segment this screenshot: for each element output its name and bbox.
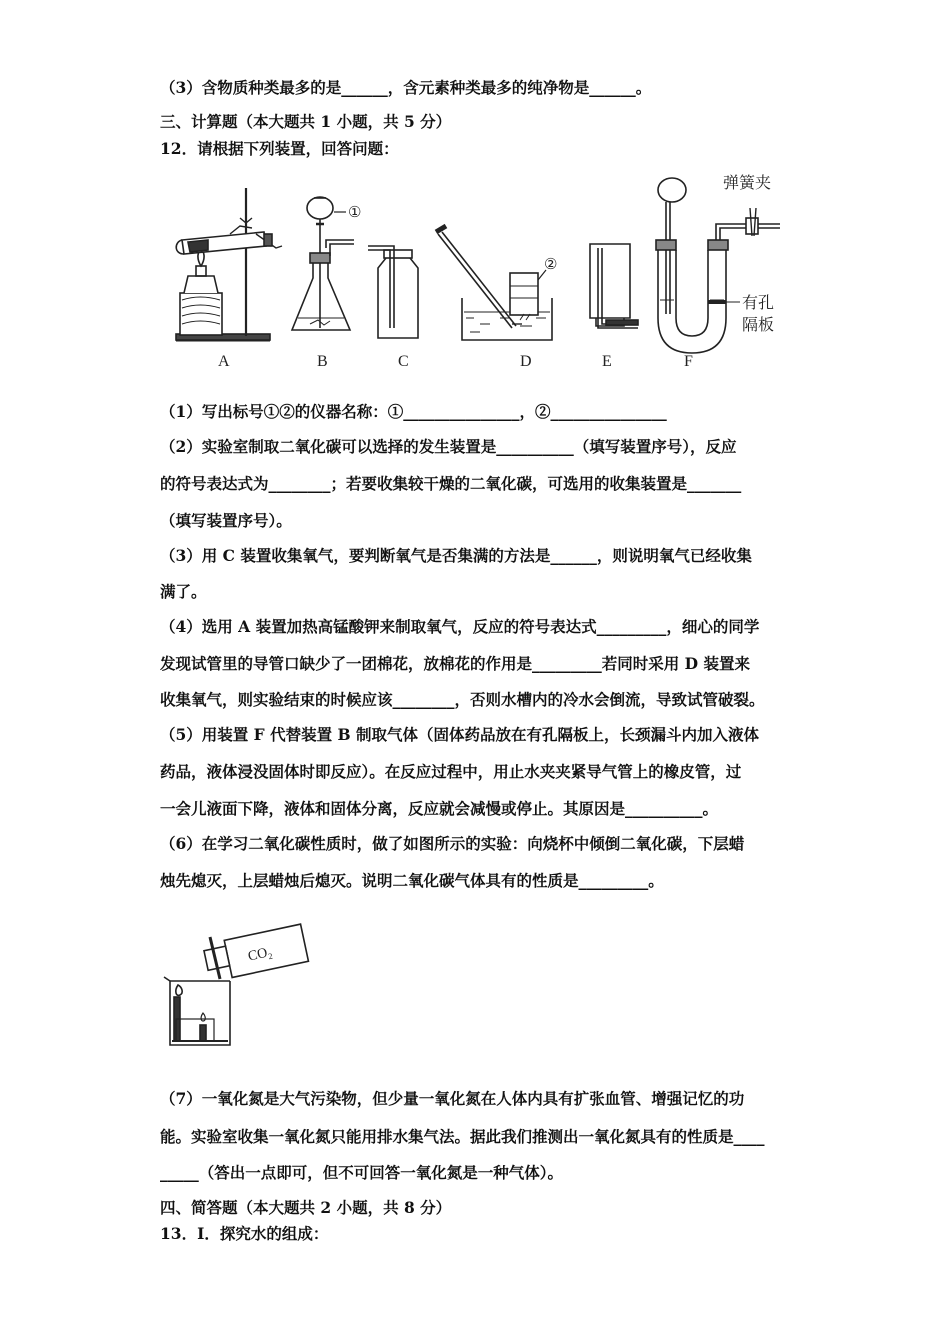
q12-line-8: 发现试管里的导管口缺少了一团棉花，放棉花的作用是_________若同时采用 D 装置来 <box>160 654 750 673</box>
apparatus-figure <box>160 168 800 378</box>
q12-line-15: （7）一氧化氮是大气污染物，但少量一氧化氮在人体内具有扩张血管、增强记忆的功 <box>160 1089 745 1108</box>
co2-label: CO₂ <box>246 944 274 965</box>
q12-line-3: 的符号表达式为________；若要收集较干燥的二氧化碳，可选用的收集装置是_______ <box>160 474 742 493</box>
q12-line-11: 药品，液体浸没固体时即反应）。在反应过程中，用止水夹夹紧导气管上的橡皮管，过 <box>160 762 742 781</box>
plate-label-1: 有孔 <box>742 295 775 312</box>
q11-part3: （3）含物质种类最多的是______，含元素种类最多的纯净物是______。 <box>160 78 652 97</box>
q12-line-12: 一会儿液面下降，液体和固体分离，反应就会减慢或停止。其原因是__________。 <box>160 799 719 818</box>
q12-line-1: （1）写出标号①②的仪器名称：①_______________，②_______________ <box>160 402 667 421</box>
q12-stem: 12．请根据下列装置，回答问题： <box>160 139 399 158</box>
apparatus-b <box>292 197 354 330</box>
q12-line-14: 烛先熄灭，上层蜡烛后熄灭。说明二氧化碳气体具有的性质是_________。 <box>160 871 664 890</box>
beaker <box>164 977 230 1045</box>
marker-2: ② <box>544 257 558 273</box>
label-d: D <box>520 353 532 370</box>
apparatus-e <box>590 244 638 328</box>
q12-line-17: _____（答出一点即可，但不可回答一氧化氮是一种气体）。 <box>160 1163 564 1182</box>
co2-beaker-figure <box>160 915 310 1055</box>
marker-1: ① <box>348 205 362 221</box>
label-a: A <box>218 353 230 370</box>
apparatus-d <box>436 226 552 340</box>
section4-title: 四、简答题（本大题共 2 小题，共 8 分） <box>160 1198 452 1217</box>
q12-line-5: （3）用 C 装置收集氧气，要判断氧气是否集满的方法是______，则说明氧气已经收集 <box>160 546 752 565</box>
q12-line-7: （4）选用 A 装置加热高锰酸钾来制取氧气，反应的符号表达式_________，细心的同学 <box>160 617 760 636</box>
q12-line-9: 收集氧气，则实验结束的时候应该________，否则水槽内的冷水会倒流，导致试管破裂。 <box>160 690 765 709</box>
label-b: B <box>317 353 328 370</box>
q12-line-13: （6）在学习二氧化碳性质时，做了如图所示的实验：向烧杯中倾倒二氧化碳，下层蜡 <box>160 834 745 853</box>
q13-stem: 13．I．探究水的组成： <box>160 1224 329 1243</box>
apparatus-c <box>368 246 418 338</box>
label-c: C <box>398 353 409 370</box>
section3-title: 三、计算题（本大题共 1 小题，共 5 分） <box>160 112 452 131</box>
q12-line-2: （2）实验室制取二氧化碳可以选择的发生装置是__________（填写装置序号），反应 <box>160 437 737 456</box>
apparatus-a <box>176 188 282 340</box>
q12-line-10: （5）用装置 F 代替装置 B 制取气体（固体药品放在有孔隔板上，长颈漏斗内加入液体 <box>160 725 759 744</box>
plate-label-2: 隔板 <box>742 317 775 334</box>
q12-line-16: 能。实验室收集一氧化氮只能用排水集气法。据此我们推测出一氧化氮具有的性质是____ <box>160 1127 765 1146</box>
label-f: F <box>684 353 693 370</box>
q12-line-6: 满了。 <box>160 582 207 601</box>
label-e: E <box>602 353 612 370</box>
q12-line-4: （填写装置序号）。 <box>160 511 292 530</box>
clip-label: 弹簧夹 <box>723 175 772 192</box>
